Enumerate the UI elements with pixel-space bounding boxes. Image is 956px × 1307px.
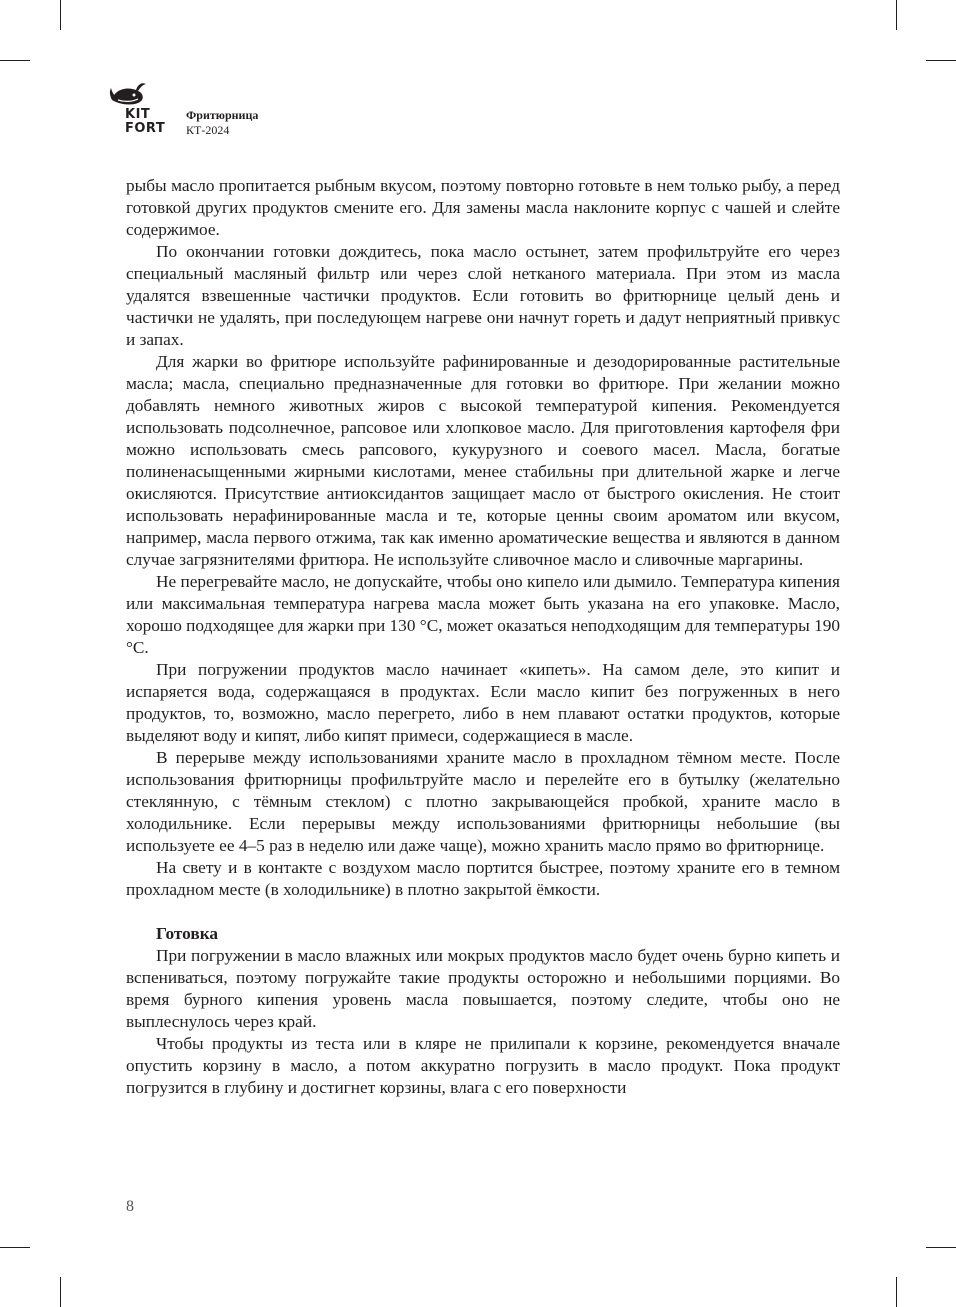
paragraph: Для жарки во фритюре используйте рафинированные и дезодорированные растительные масла; масла, специально предназначенные для готовки во фритюре. При желании можно добавлять немного животных жиров с высокой температурой кипения. Рекомендуется использовать подсолнечное, рапсовое или хлопковое масло. Для приготовления картофеля фри можно использовать смесь рапсового, кукурузного и соевого масел. Масла, богатые полиненасыщенными жирными кислотами, менее стабильны при длительной жарке и легче окисляются. Присутствие антиоксидантов защищает масло от быстрого окисления. Не стоит использовать нерафинированные масла и те, которые ценны своим ароматом или вкусом, например, масла первого отжима, так как именно ароматические вещества и являются в данном случае загрязнителями фритюра. Не используйте сливочное масло и сливочные маргарины.: [126, 352, 840, 569]
crop-mark-bottom-left-h: [0, 1247, 30, 1248]
paragraph: Чтобы продукты из теста или в кляре не прилипали к корзине, рекомендуется вначале опустить корзину в масло, а потом аккуратно погрузить в масло продукт. Пока продукт погрузится в глубину и достигнет корзины, влага с его поверхности: [126, 1034, 840, 1097]
paragraph: На свету и в контакте с воздухом масло портится быстрее, поэтому храните его в темном прохладном месте (в холодильнике) в плотно закрытой ёмкости.: [126, 858, 840, 899]
product-info: [186, 108, 258, 138]
page-content: [126, 175, 840, 1099]
product-model: КТ-2024: [186, 123, 230, 137]
paragraph: При погружении в масло влажных или мокрых продуктов масло будет очень бурно кипеть и вспениваться, поэтому погружайте такие продукты осторожно и небольшими порциями. Во время бурного кипения уровень масла повышается, поэтому следите, чтобы оно не выплеснулось через край.: [126, 946, 840, 1031]
brand-line-1: KIT: [125, 107, 151, 122]
brand-wordmark: [125, 108, 165, 136]
whale-icon: [108, 80, 148, 108]
page-header: [108, 80, 408, 140]
paragraph: рыбы масло пропитается рыбным вкусом, поэтому повторно готовьте в нем только рыбу, а перед готовкой других продуктов смените его. Для замены масла наклоните корпус с чашей и слейте содержимое.: [126, 176, 840, 239]
crop-mark-top-right-h: [926, 60, 956, 61]
paragraph: При погружении продуктов масло начинает «кипеть». На самом деле, это кипит и испаряется вода, содержащаяся в продуктах. Если масло кипит без погруженных в него продуктов, то, возможно, масло перегрето, либо в нем плавают остатки продуктов, которые выделяют воду и кипят, либо кипят примеси, содержащиеся в масле.: [126, 660, 840, 745]
page-number: 8: [126, 1198, 134, 1215]
crop-mark-top-left: [60, 0, 61, 30]
kitfort-logo: [108, 80, 168, 140]
crop-mark-top-left-h: [0, 60, 30, 61]
section-heading: Готовка: [156, 924, 219, 943]
crop-mark-bottom-right-h: [926, 1247, 956, 1248]
crop-mark-bottom-right: [896, 1277, 897, 1307]
crop-mark-top-right: [896, 0, 897, 30]
paragraph: В перерыве между использованиями храните масло в прохладном тёмном месте. После использования фритюрницы профильтруйте масло и перелейте его в бутылку (желательно стеклянную, с тёмным стеклом) с плотно закрывающейся пробкой, храните масло в холодильнике. Если перерывы между использованиями фритюрницы небольшие (вы используете ее 4–5 раз в неделю или даже чаще), можно хранить масло прямо во фритюрнице.: [126, 748, 840, 855]
paragraph: По окончании готовки дождитесь, пока масло остынет, затем профильтруйте его через специальный масляный фильтр или через слой нетканого материала. При этом из масла удалятся взвешенные частички продуктов. Если готовить во фритюрнице целый день и частички не удалять, при последующем нагреве они начнут гореть и дадут неприятный привкус и запах.: [126, 242, 840, 349]
paragraph: Не перегревайте масло, не допускайте, чтобы оно кипело или дымило. Температура кипения или максимальная температура нагрева масла может быть указана на его упаковке. Масло, хорошо подходящее для жарки при 130 °C, может оказаться неподходящим для температуры 190 °C.: [126, 572, 840, 657]
brand-line-2: FORT: [125, 121, 166, 136]
product-name: Фритюрница: [186, 108, 259, 122]
crop-mark-bottom-left: [60, 1277, 61, 1307]
